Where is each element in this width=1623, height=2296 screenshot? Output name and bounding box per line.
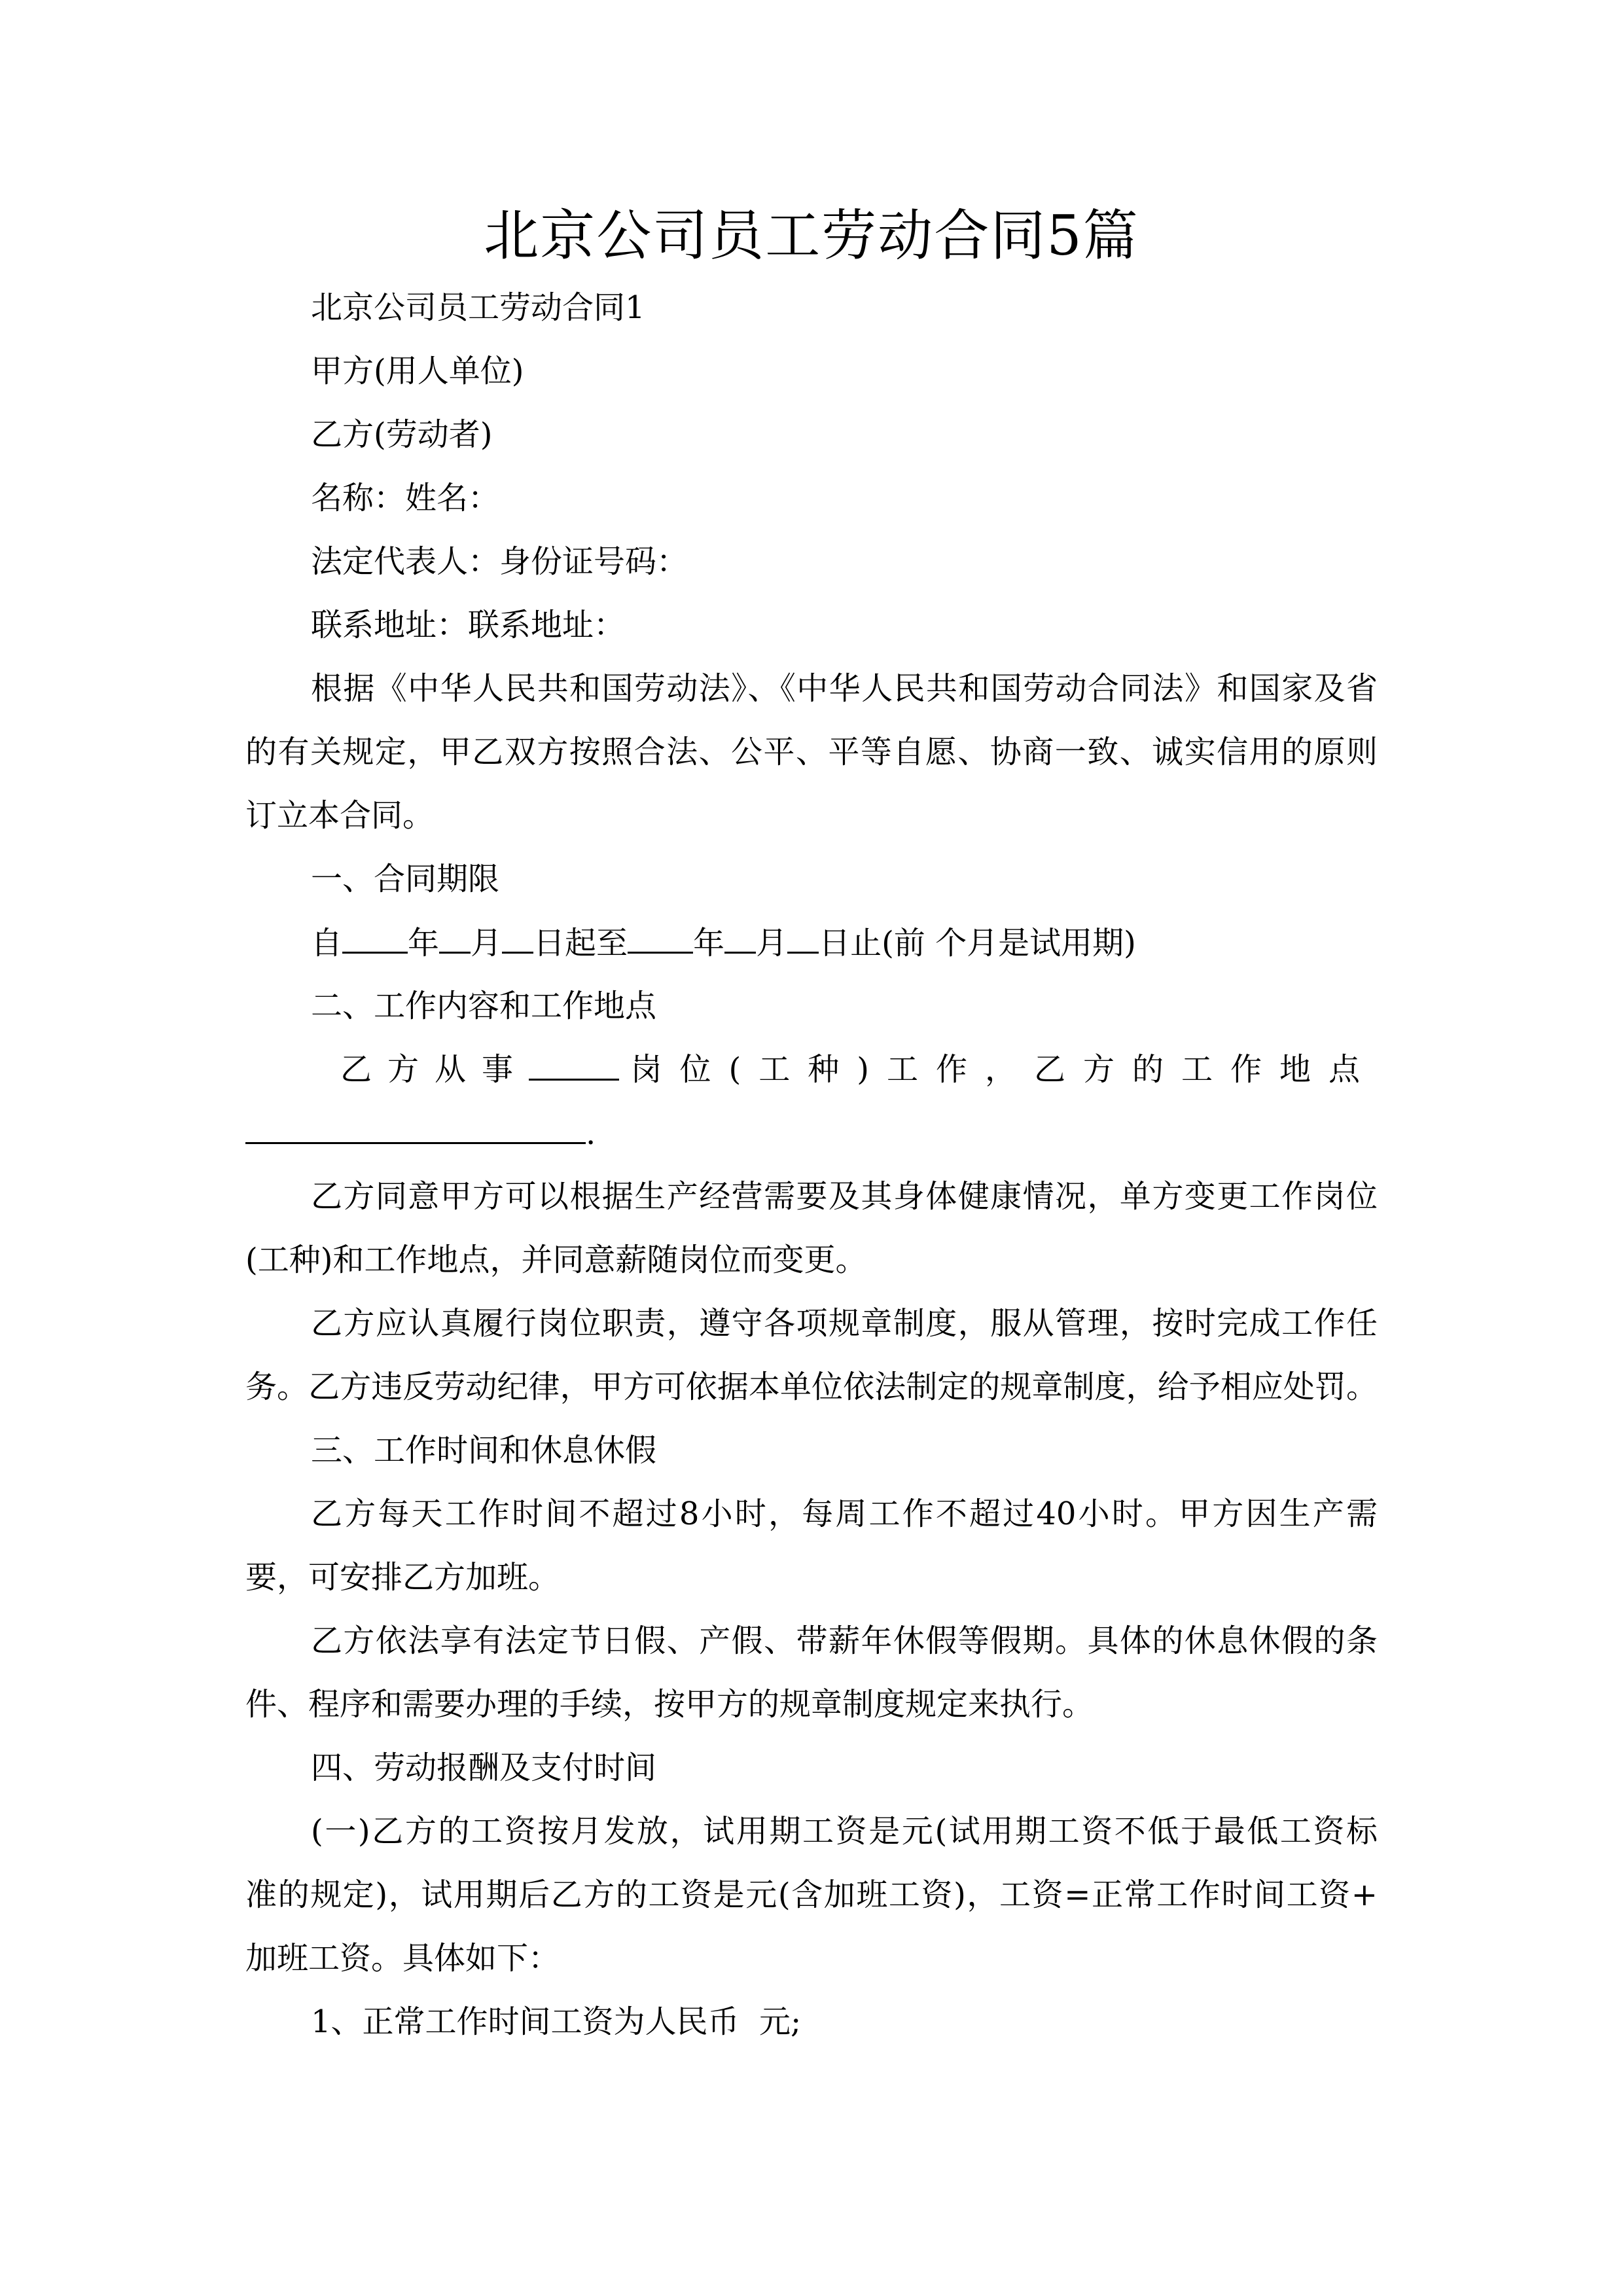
- term-year-2: 年: [693, 925, 725, 961]
- work-location-line: [245, 1113, 596, 1153]
- section-heading-pay: 四、劳动报酬及支付时间: [311, 1749, 657, 1786]
- change-clause-line-2: (工种)和工作地点，并同意薪随岗位而变更。: [245, 1242, 867, 1278]
- section-heading-term: 一、合同期限: [311, 861, 500, 897]
- job-clause-part-1: 乙方从事: [340, 1051, 529, 1088]
- preamble-line-3: 订立本合同。: [245, 797, 435, 834]
- contract-term-line: [311, 923, 1136, 962]
- pay-clause-line-1: (一)乙方的工资按月发放，试用期工资是元(试用期工资不低于最低工资标: [311, 1813, 1378, 1850]
- pay-clause-line-3: 加班工资。具体如下：: [245, 1940, 560, 1977]
- term-start: 日起至: [533, 925, 628, 961]
- duties-clause-line-1: 乙方应认真履行岗位职责，遵守各项规章制度，服从管理，按时完成工作任: [311, 1305, 1378, 1342]
- section-heading-work: 二、工作内容和工作地点: [311, 988, 657, 1024]
- duties-clause-line-2: 务。乙方违反劳动纪律，甲方可依据本单位依法制定的规章制度，给予相应处罚。: [245, 1369, 1378, 1405]
- preamble-line-2: 的有关规定，甲乙双方按照合法、公平、平等自愿、协商一致、诚实信用的原则: [245, 734, 1378, 770]
- document-title: 北京公司员工劳动合同5篇: [484, 204, 1139, 268]
- term-year-1: 年: [408, 925, 440, 961]
- hours-clause-line-1: 乙方每天工作时间不超过8小时，每周工作不超过40小时。甲方因生产需: [311, 1496, 1378, 1532]
- change-clause-line-1: 乙方同意甲方可以根据生产经营需要及其身体健康情况，单方变更工作岗位: [311, 1178, 1378, 1215]
- leave-clause-line-2: 件、程序和需要办理的手续，按甲方的规章制度规定来执行。: [245, 1686, 1094, 1723]
- section-heading-contract-1: 北京公司员工劳动合同1: [311, 289, 645, 326]
- term-month-1: 月: [471, 925, 503, 961]
- pay-item-1: 1、正常工作时间工资为人民币 元;: [311, 2003, 802, 2040]
- address-fields: 联系地址：联系地址：: [311, 607, 626, 643]
- preamble-line-1: 根据《中华人民共和国劳动法》、《中华人民共和国劳动合同法》和国家及省: [311, 670, 1378, 707]
- end-month-blank[interactable]: [724, 923, 756, 954]
- term-prefix: 自: [311, 925, 343, 961]
- end-year-blank[interactable]: [628, 923, 693, 954]
- pay-clause-line-2: 准的规定)，试用期后乙方的工资是元(含加班工资)，工资=正常工作时间工资+: [245, 1876, 1378, 1913]
- party-a-label: 甲方(用人单位): [311, 353, 524, 389]
- position-blank[interactable]: [529, 1050, 619, 1081]
- legal-rep-id-fields: 法定代表人：身份证号码：: [311, 543, 688, 580]
- start-month-blank[interactable]: [439, 923, 471, 954]
- hours-clause-line-2: 要，可安排乙方加班。: [245, 1559, 560, 1596]
- work-location-end: .: [586, 1115, 596, 1152]
- name-fields: 名称：姓名：: [311, 480, 500, 516]
- work-location-blank[interactable]: [245, 1113, 586, 1144]
- section-heading-hours: 三、工作时间和休息休假: [311, 1432, 657, 1469]
- end-day-blank[interactable]: [787, 923, 819, 954]
- party-b-label: 乙方(劳动者): [311, 416, 493, 453]
- term-month-2: 月: [756, 925, 788, 961]
- start-year-blank[interactable]: [342, 923, 408, 954]
- term-end: 日止(前 个月是试用期): [819, 925, 1136, 961]
- job-clause-line: [340, 1050, 1378, 1089]
- start-day-blank[interactable]: [502, 923, 533, 954]
- leave-clause-line-1: 乙方依法享有法定节日假、产假、带薪年休假等假期。具体的休息休假的条: [311, 1623, 1378, 1659]
- job-clause-part-2: 岗位(工种)工作，乙方的工作地点: [630, 1051, 1378, 1088]
